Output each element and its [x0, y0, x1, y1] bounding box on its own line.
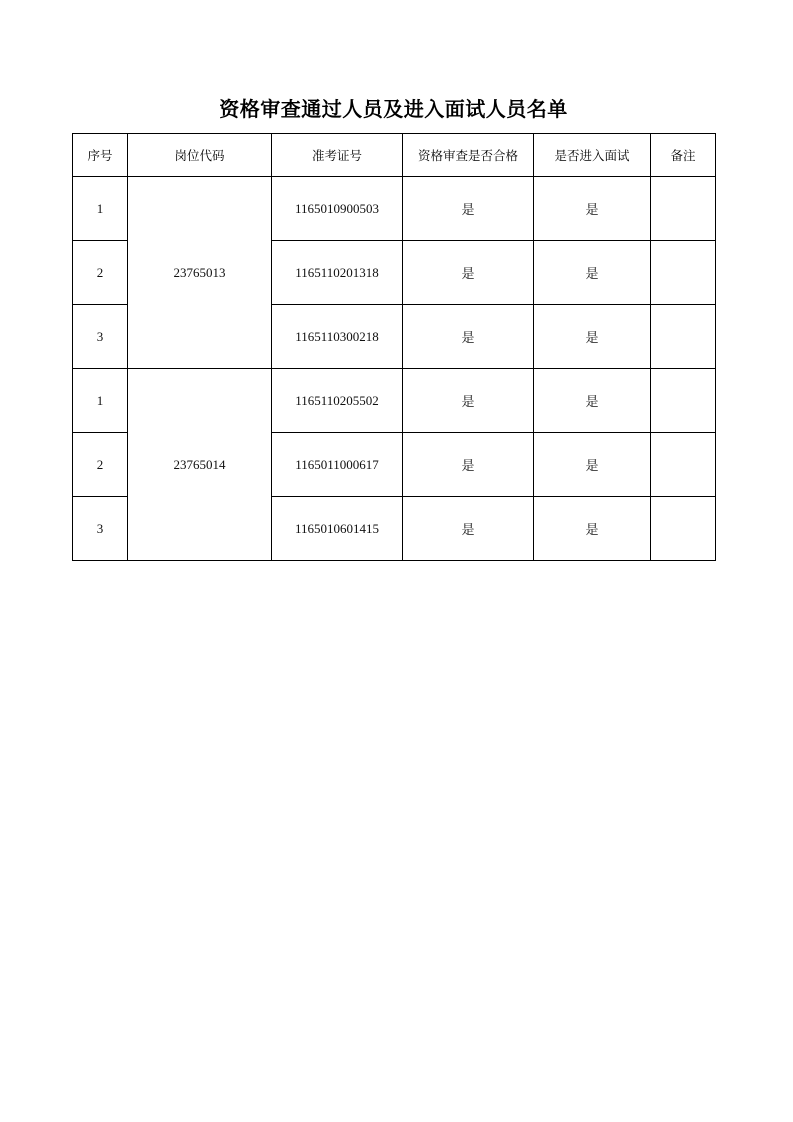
ticket-number-cell: 1165110300218: [272, 305, 403, 369]
header-row: [73, 134, 716, 177]
remark-cell: [651, 305, 716, 369]
remark-cell: [651, 433, 716, 497]
ticket-number-cell: 1165110205502: [272, 369, 403, 433]
table-row: [73, 369, 716, 433]
ticket-number-cell: 1165010900503: [272, 177, 403, 241]
interview-cell: 是: [534, 497, 651, 561]
qualified-cell: 是: [403, 433, 534, 497]
qualified-cell: 是: [403, 305, 534, 369]
seq-cell: 1: [73, 369, 128, 433]
interview-cell: 是: [534, 305, 651, 369]
page-title: 资格审查通过人员及进入面试人员名单: [219, 97, 568, 121]
qualified-cell: 是: [403, 497, 534, 561]
interview-cell: 是: [534, 433, 651, 497]
header-seq: 序号: [73, 134, 128, 177]
remark-cell: [651, 241, 716, 305]
seq-cell: 3: [73, 305, 128, 369]
interview-cell: 是: [534, 177, 651, 241]
qualified-cell: 是: [403, 241, 534, 305]
roster-table: [72, 133, 716, 561]
ticket-number-cell: 1165011000617: [272, 433, 403, 497]
seq-cell: 2: [73, 241, 128, 305]
seq-cell: 1: [73, 177, 128, 241]
table-row: [73, 177, 716, 241]
ticket-number-cell: 1165010601415: [272, 497, 403, 561]
remark-cell: [651, 497, 716, 561]
qualified-cell: 是: [403, 369, 534, 433]
header-ticket-number: 准考证号: [272, 134, 403, 177]
header-qualified: 资格审查是否合格: [403, 134, 534, 177]
seq-cell: 2: [73, 433, 128, 497]
remark-cell: [651, 177, 716, 241]
ticket-number-cell: 1165110201318: [272, 241, 403, 305]
interview-cell: 是: [534, 241, 651, 305]
header-post-code: 岗位代码: [128, 134, 272, 177]
remark-cell: [651, 369, 716, 433]
header-remark: 备注: [651, 134, 716, 177]
interview-cell: 是: [534, 369, 651, 433]
header-interview: 是否进入面试: [534, 134, 651, 177]
post-code-cell: 23765013: [128, 177, 272, 369]
seq-cell: 3: [73, 497, 128, 561]
qualified-cell: 是: [403, 177, 534, 241]
post-code-cell: 23765014: [128, 369, 272, 561]
